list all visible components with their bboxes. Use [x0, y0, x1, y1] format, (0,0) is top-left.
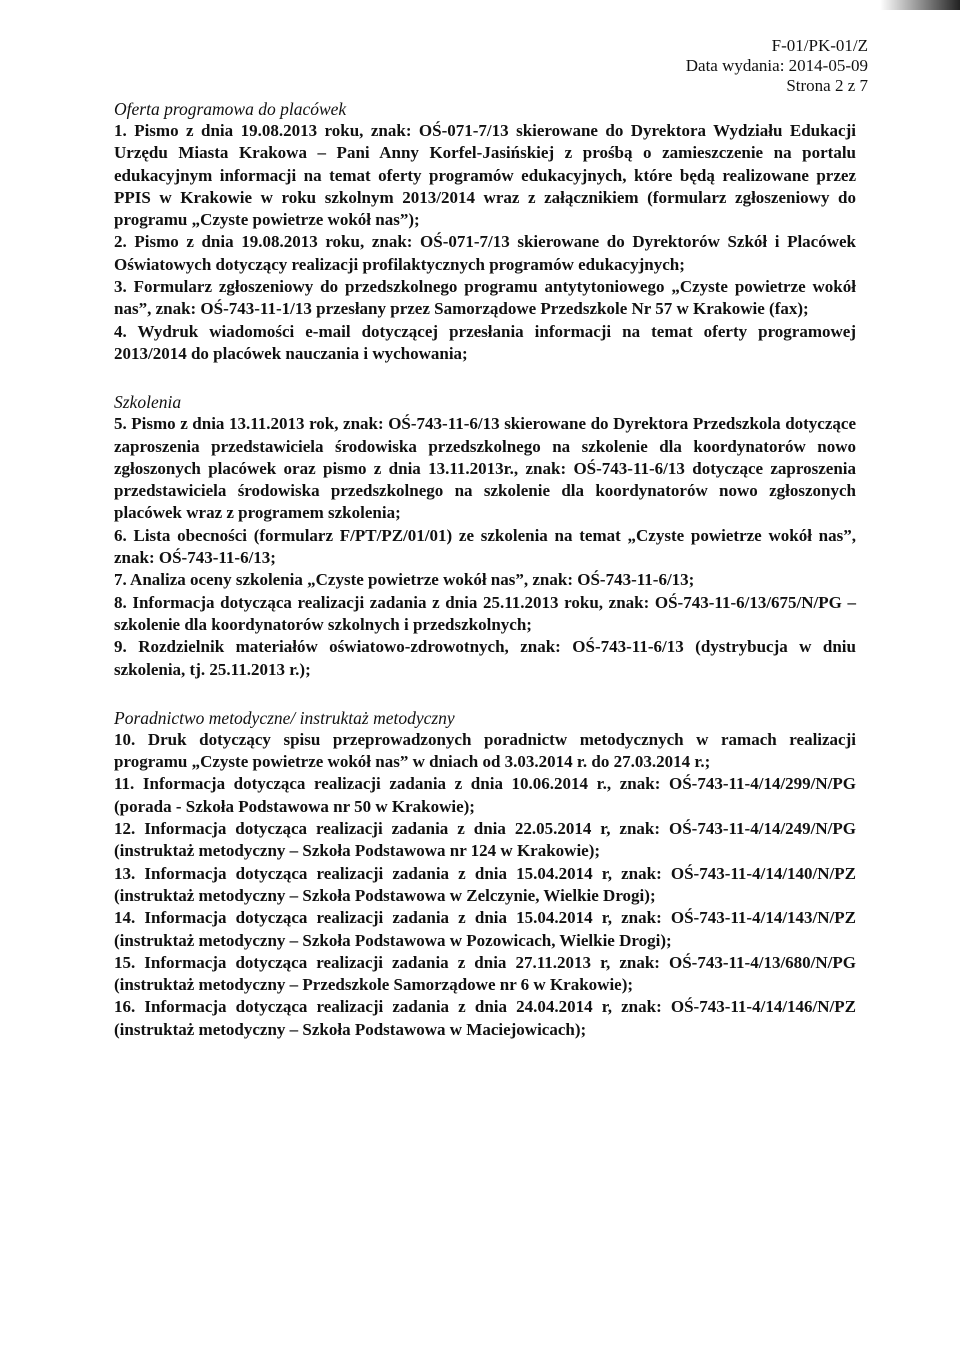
section-szkolenia: [114, 391, 856, 681]
list-item: 13. Informacja dotycząca realizacji zadania z dnia 15.04.2014 r, znak: OŚ-743-11-4/14/140/N/PZ (instruktaż metodyczny – Szkoła Podstawowa w Zelczynie, Wielkie Drogi);: [114, 863, 856, 905]
scan-edge-mark: [880, 0, 960, 10]
list-item: 16. Informacja dotycząca realizacji zadania z dnia 24.04.2014 r, znak: OŚ-743-11-4/14/146/N/PZ (instruktaż metodyczny – Szkoła Podstawowa w Maciejowicach);: [114, 997, 856, 1039]
list-item: 5. Pismo z dnia 13.11.2013 rok, znak: OŚ-743-11-6/13 skierowane do Dyrektora Przedszkola dotyczące zaproszenia przedstawiciela środowiska przedszkolnego na szkolenie dla koordynatorów nowo zgłoszonych placówek oraz pismo z dnia 13.11.2013r., znak: OŚ-743-11-6/13 dotyczące zaproszenia przedstawiciela środowiska przedszkolnego na szkolenie dla koordynatorów nowo zgłoszonych placówek wraz z programem szkolenia;: [114, 414, 856, 523]
list-item: 2. Pismo z dnia 19.08.2013 roku, znak: OŚ-071-7/13 skierowane do Dyrektorów Szkół i Placówek Oświatowych dotyczący realizacji profilaktycznych programów edukacyjnych;: [114, 232, 856, 274]
section-title: Szkolenia: [114, 392, 182, 413]
section-poradnictwo: [114, 707, 856, 1041]
list-item: 10. Druk dotyczący spisu przeprowadzonych poradnictw metodycznych w ramach realizacji programu „Czyste powietrze wokół nas” w dniach od 3.03.2014 r. do 27.03.2014 r.;: [114, 729, 856, 772]
list-item: 9. Rozdzielnik materiałów oświatowo-zdrowotnych, znak: OŚ-743-11-6/13 (dystrybucja w dniu szkolenia, tj. 25.11.2013 r.);: [114, 637, 856, 679]
section-title: Poradnictwo metodyczne/ instruktaż metodyczny: [114, 707, 455, 728]
list-item: 4. Wydruk wiadomości e-mail dotyczącej przesłania informacji na temat oferty programowej 2013/2014 do placówek nauczania i wychowania;: [114, 321, 856, 363]
document-header: [686, 36, 868, 96]
list-item: 7. Analiza oceny szkolenia „Czyste powietrze wokół nas”, znak: OŚ-743-11-6/13;: [114, 570, 695, 590]
document-body: [114, 98, 856, 1041]
list-item: 14. Informacja dotycząca realizacji zadania z dnia 15.04.2014 r, znak: OŚ-743-11-4/14/143/N/PZ (instruktaż metodyczny – Szkoła Podstawowa w Pozowicach, Wielkie Drogi);: [114, 908, 856, 950]
section-title: Oferta programowa do placówek: [114, 99, 347, 119]
issue-date: Data wydania: 2014-05-09: [685, 56, 868, 75]
list-item: 11. Informacja dotycząca realizacji zadania z dnia 10.06.2014 r., znak: OŚ-743-11-4/14/299/N/PG (porada - Szkoła Podstawowa nr 50 w Krakowie);: [114, 774, 856, 816]
form-code: F-01/PK-01/Z: [771, 36, 868, 55]
list-item: 3. Formularz zgłoszeniowy do przedszkolnego programu antytytoniowego „Czyste powietrze wokół nas”, znak: OŚ-743-11-1/13 przesłany przez Samorządowe Przedszkole Nr 57 w Krakowie (fax);: [114, 277, 856, 319]
list-item: 1. Pismo z dnia 19.08.2013 roku, znak: OŚ-071-7/13 skierowane do Dyrektora Wydziału Edukacji Urzędu Miasta Krakowa – Pani Anny Korfel-Jasińskiej z prośbą o zamieszczenie na portalu edukacyjnym informacji na temat oferty programów edukacyjnych, które będą realizowane przez PPIS w Krakowie w roku szkolnym 2013/2014 wraz z załącznikiem (formularz zgłoszeniowy do programu „Czyste powietrze wokół nas”);: [114, 121, 856, 230]
list-item: 12. Informacja dotycząca realizacji zadania z dnia 22.05.2014 r, znak: OŚ-743-11-4/14/249/N/PG (instruktaż metodyczny – Szkoła Podstawowa nr 124 w Krakowie);: [114, 819, 856, 861]
section-oferta: [114, 98, 856, 365]
list-item: 6. Lista obecności (formularz F/PT/PZ/01/01) ze szkolenia na temat „Czyste powietrze wokół nas”, znak: OŚ-743-11-6/13;: [114, 525, 856, 568]
list-item: 8. Informacja dotycząca realizacji zadania z dnia 25.11.2013 roku, znak: OŚ-743-11-6/13/675/N/PG – szkolenie dla koordynatorów szkolnych i przedszkolnych;: [114, 592, 856, 634]
page-number: Strona 2 z 7: [786, 76, 868, 95]
list-item: 15. Informacja dotycząca realizacji zadania z dnia 27.11.2013 r, znak: OŚ-743-11-4/13/680/N/PG (instruktaż metodyczny – Przedszkole Samorządowe nr 6 w Krakowie);: [114, 952, 856, 995]
